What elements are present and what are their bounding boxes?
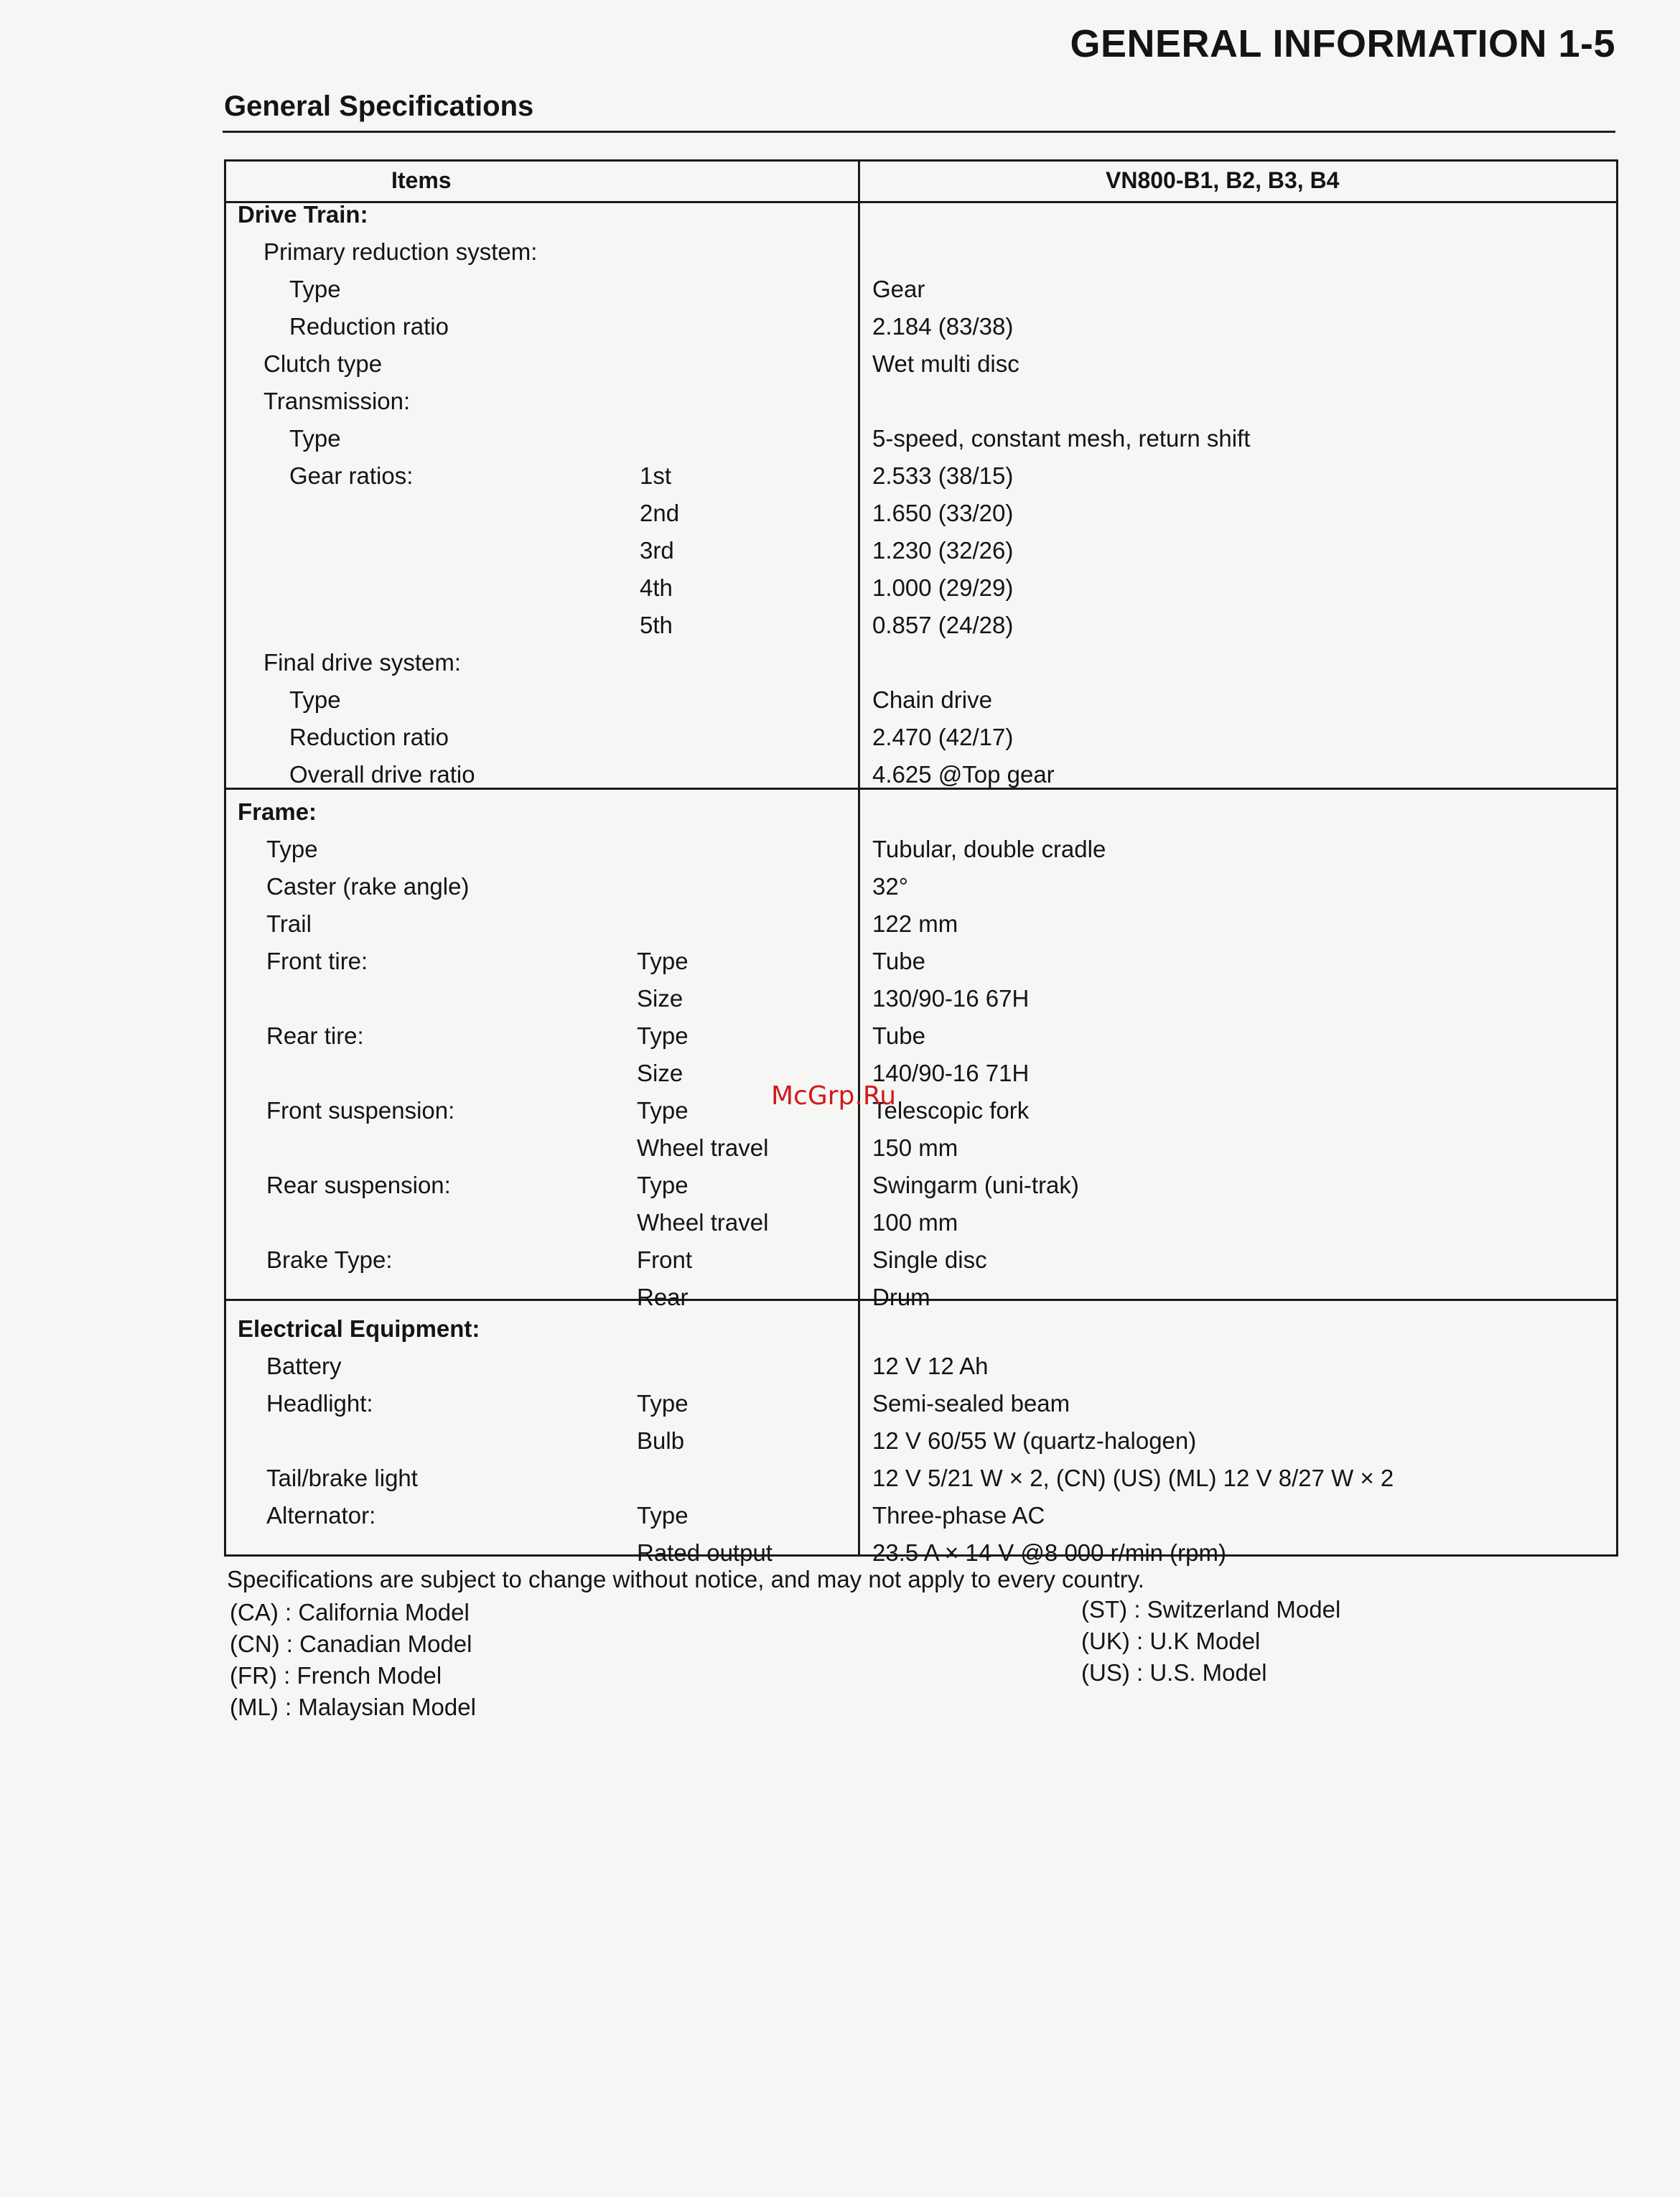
section-divider xyxy=(223,131,1615,133)
abbreviation-item: (UK) : U.K Model xyxy=(1081,1628,1261,1654)
table-row-label: Front tire: xyxy=(266,948,368,974)
table-row-value: 23.5 A × 14 V @8 000 r/min (rpm) xyxy=(872,1539,1226,1566)
table-row-value: Three-phase AC xyxy=(872,1502,1045,1529)
abbreviation-item: (CA) : California Model xyxy=(230,1599,470,1625)
abbreviation-item: (ST) : Switzerland Model xyxy=(1081,1596,1341,1623)
table-row-sublabel: 2nd xyxy=(640,500,680,526)
table-row-sublabel: Wheel travel xyxy=(637,1134,769,1161)
table-row-label: Rear suspension: xyxy=(266,1172,451,1198)
column-header-model: VN800-B1, B2, B3, B4 xyxy=(1106,167,1340,193)
table-row-value: Single disc xyxy=(872,1246,987,1273)
table-row-sublabel: Type xyxy=(637,1502,689,1529)
table-row-label: Alternator: xyxy=(266,1502,376,1529)
table-row-value: 1.650 (33/20) xyxy=(872,500,1014,526)
table-row-sublabel: Front xyxy=(637,1246,693,1273)
header-divider xyxy=(226,201,1616,203)
table-row-value: 12 V 60/55 W (quartz-halogen) xyxy=(872,1427,1197,1454)
table-row-label: Overall drive ratio xyxy=(289,761,475,788)
table-row-sublabel: Type xyxy=(637,1172,689,1198)
table-row-sublabel: 1st xyxy=(640,462,672,489)
column-divider xyxy=(858,162,860,1554)
table-row-label: Type xyxy=(289,425,341,452)
table-row-value: 150 mm xyxy=(872,1134,958,1161)
table-row-value: Swingarm (uni-trak) xyxy=(872,1172,1079,1198)
page-title: GENERAL INFORMATION 1-5 xyxy=(1070,22,1615,65)
table-row-label: Headlight: xyxy=(266,1390,373,1417)
table-row-label: Caster (rake angle) xyxy=(266,873,470,900)
table-row-value: Semi-sealed beam xyxy=(872,1390,1070,1417)
table-row-label: Gear ratios: xyxy=(289,462,414,489)
table-row-sublabel: Type xyxy=(637,1390,689,1417)
table-row-value: Gear xyxy=(872,276,925,302)
abbreviation-item: (ML) : Malaysian Model xyxy=(230,1694,476,1720)
table-row-label: Rear tire: xyxy=(266,1022,364,1049)
table-row-label: Front suspension: xyxy=(266,1097,455,1124)
abbreviation-item: (CN) : Canadian Model xyxy=(230,1631,472,1657)
table-row-label: Primary reduction system: xyxy=(263,238,538,265)
watermark: McGrp.Ru xyxy=(771,1081,897,1111)
table-section-heading: Electrical Equipment: xyxy=(238,1315,480,1342)
table-row-value: Chain drive xyxy=(872,686,992,713)
table-row-sublabel: Type xyxy=(637,1097,689,1124)
table-row-label: Tail/brake light xyxy=(266,1465,418,1491)
table-row-sublabel: Rear xyxy=(637,1284,689,1310)
section-title: General Specifications xyxy=(224,90,534,122)
table-row-value: Telescopic fork xyxy=(872,1097,1030,1124)
table-row-sublabel: 3rd xyxy=(640,537,674,564)
table-row-value: 130/90-16 67H xyxy=(872,985,1030,1012)
table-section-heading: Drive Train: xyxy=(238,201,368,228)
table-row-sublabel: Size xyxy=(637,985,683,1012)
table-row-value: 122 mm xyxy=(872,910,958,937)
table-row-label: Battery xyxy=(266,1353,342,1379)
table-row-label: Type xyxy=(266,836,318,862)
table-row-sublabel: Type xyxy=(637,1022,689,1049)
table-row-value: Tubular, double cradle xyxy=(872,836,1106,862)
table-row-label: Clutch type xyxy=(263,350,383,377)
table-row-value: 100 mm xyxy=(872,1209,958,1236)
table-row-value: 1.230 (32/26) xyxy=(872,537,1014,564)
table-row-value: 12 V 12 Ah xyxy=(872,1353,989,1379)
table-row-value: Drum xyxy=(872,1284,930,1310)
table-row-value: Tube xyxy=(872,948,925,974)
table-row-sublabel: 4th xyxy=(640,574,673,601)
table-row-sublabel: Size xyxy=(637,1060,683,1086)
table-row-value: 0.857 (24/28) xyxy=(872,612,1014,638)
table-row-value: 140/90-16 71H xyxy=(872,1060,1030,1086)
table-row-sublabel: Rated output xyxy=(637,1539,773,1566)
abbreviation-item: (US) : U.S. Model xyxy=(1081,1659,1267,1686)
table-row-value: 2.533 (38/15) xyxy=(872,462,1014,489)
table-row-sublabel: 5th xyxy=(640,612,673,638)
table-row-sublabel: Type xyxy=(637,948,689,974)
disclaimer-note: Specifications are subject to change without notice, and may not apply to every country. xyxy=(227,1566,1144,1592)
table-row-value: Tube xyxy=(872,1022,925,1049)
table-row-label: Reduction ratio xyxy=(289,724,449,750)
table-row-label: Transmission: xyxy=(263,388,411,414)
table-row-value: 12 V 5/21 W × 2, (CN) (US) (ML) 12 V 8/27 W × 2 xyxy=(872,1465,1394,1491)
table-row-label: Trail xyxy=(266,910,312,937)
table-row-value: 2.184 (83/38) xyxy=(872,313,1014,340)
table-row-sublabel: Wheel travel xyxy=(637,1209,769,1236)
table-row-value: 32° xyxy=(872,873,908,900)
table-section-heading: Frame: xyxy=(238,798,317,825)
specifications-table xyxy=(224,159,1618,1566)
table-row-value: 5-speed, constant mesh, return shift xyxy=(872,425,1251,452)
table-row-label: Type xyxy=(289,686,341,713)
table-row-label: Reduction ratio xyxy=(289,313,449,340)
table-row-label: Brake Type: xyxy=(266,1246,393,1273)
table-row-value: Wet multi disc xyxy=(872,350,1019,377)
table-row-label: Type xyxy=(289,276,341,302)
table-row-label: Final drive system: xyxy=(263,649,462,676)
abbreviation-item: (FR) : French Model xyxy=(230,1662,442,1689)
column-header-items: Items xyxy=(391,167,452,193)
table-row-value: 2.470 (42/17) xyxy=(872,724,1014,750)
table-row-value: 1.000 (29/29) xyxy=(872,574,1014,601)
table-row-value: 4.625 @Top gear xyxy=(872,761,1055,788)
table-row-sublabel: Bulb xyxy=(637,1427,685,1454)
